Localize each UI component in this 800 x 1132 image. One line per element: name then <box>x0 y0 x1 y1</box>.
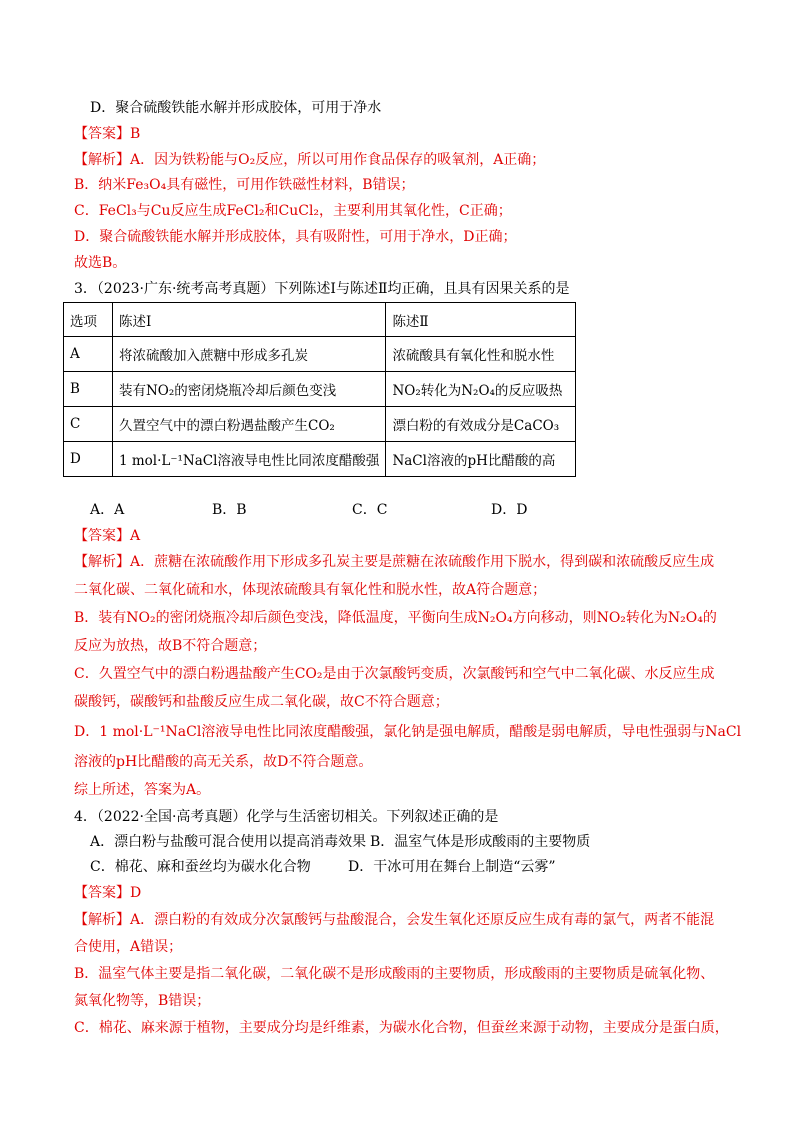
q4-explain-line-4: 氮氧化物等，B错误； <box>74 993 211 1009</box>
q2-answer <box>74 124 140 144</box>
q3-stem: 3．（2023·广东·统考高考真题）下列陈述Ⅰ与陈述Ⅱ均正确，且具有因果关系的是 <box>74 281 570 297</box>
q4-option-c: C．棉花、麻和蚕丝均为碳水化合物 <box>90 859 311 875</box>
explain-text: A．漂白粉的有效成分次氯酸钙与盐酸混合，会发生氧化还原反应生成有毒的氯气，两者不能混 <box>130 912 715 928</box>
explain-text: A．蔗糖在浓硫酸作用下形成多孔炭主要是蔗糖在浓硫酸作用下脱水，得到碳和浓硫酸反应生成 <box>130 554 715 570</box>
q3-explain-line-3: B．装有NO₂的密闭烧瓶冷却后颜色变浅，降低温度，平衡向生成N₂O₄方向移动，则NO₂转化为N₂O₄的 <box>74 610 717 626</box>
q3-explain-line-4: 反应为放热，故B不符合题意； <box>74 638 267 654</box>
table-cell: 浓硫酸具有氧化性和脱水性 <box>386 337 576 372</box>
table-cell: B <box>64 372 113 407</box>
q3-explain-line-7: D．1 mol·L⁻¹NaCl溶液导电性比同浓度醋酸强，氯化钠是强电解质，醋酸是弱电解质，导电性强弱与NaCl <box>74 724 742 740</box>
q4-stem: 4．（2022·全国·高考真题）化学与生活密切相关。下列叙述正确的是 <box>74 809 499 825</box>
q4-explain-line-1 <box>74 910 714 930</box>
q3-explain-line-8: 溶液的pH比醋酸的高无关系，故D不符合题意。 <box>74 754 373 770</box>
q2-explain-line-2: B．纳米Fe₃O₄具有磁性，可用作铁磁性材料，B错误； <box>74 177 415 193</box>
q3-option-d: D．D <box>491 502 528 518</box>
q2-explain-line-5: 故选B。 <box>74 255 127 271</box>
table-cell: 漂白粉的有效成分是CaCO₃ <box>386 407 576 442</box>
table-row <box>64 407 576 442</box>
explain-tag: 【解析】 <box>74 554 130 570</box>
table-header-cell: 陈述Ⅰ <box>113 303 386 337</box>
explain-tag: 【解析】 <box>74 912 130 928</box>
q3-explain-line-1 <box>74 552 714 572</box>
q3-explain-line-9: 综上所述，答案为A。 <box>74 782 211 798</box>
q3-option-a: A．A <box>90 502 125 518</box>
q2-option-d: D．聚合硫酸铁能水解并形成胶体，可用于净水 <box>90 100 382 116</box>
q4-explain-line-2: 合使用，A错误； <box>74 939 183 955</box>
table-cell: 装有NO₂的密闭烧瓶冷却后颜色变浅 <box>113 372 386 407</box>
answer-tag: 【答案】 <box>74 885 130 901</box>
q3-option-b: B．B <box>212 502 247 518</box>
explain-text: A．因为铁粉能与O₂反应，所以可用作食品保存的吸氧剂，A正确； <box>130 152 546 168</box>
q4-option-d: D．干冰可用在舞台上制造“云雾” <box>348 859 556 875</box>
q2-explain-line-1 <box>74 150 545 170</box>
table-row <box>64 372 576 407</box>
table-cell: 将浓硫酸加入蔗糖中形成多孔炭 <box>113 337 386 372</box>
answer-tag: 【答案】 <box>74 126 130 142</box>
table-cell: A <box>64 337 113 372</box>
table-header-row <box>64 303 576 337</box>
q3-explain-line-5: C．久置空气中的漂白粉遇盐酸产生CO₂是由于次氯酸钙变质，次氯酸钙和空气中二氧化碳、水反应生成 <box>74 666 715 682</box>
table-row <box>64 337 576 372</box>
table-cell: NO₂转化为N₂O₄的反应吸热 <box>386 372 576 407</box>
q2-explain-line-3: C．FeCl₃与Cu反应生成FeCl₂和CuCl₂，主要利用其氧化性，C正确； <box>74 203 512 219</box>
q3-option-c: C．C <box>352 502 388 518</box>
q4-option-a: A．漂白粉与盐酸可混合使用以提高消毒效果 <box>90 834 367 850</box>
q3-explain-line-2: 二氧化碳、二氧化硫和水，体现浓硫酸具有氧化性和脱水性，故A符合题意； <box>74 582 547 598</box>
q4-option-b: B．温室气体是形成酸雨的主要物质 <box>370 834 591 850</box>
q2-explain-line-4: D．聚合硫酸铁能水解并形成胶体，具有吸附性，可用于净水，D正确； <box>74 229 517 245</box>
table-cell: D <box>64 442 113 477</box>
table-cell: 久置空气中的漂白粉遇盐酸产生CO₂ <box>113 407 386 442</box>
q4-explain-line-3: B．温室气体主要是指二氧化碳，二氧化碳不是形成酸雨的主要物质，形成酸雨的主要物质是硫氧化物、 <box>74 966 715 982</box>
answer-tag: 【答案】 <box>74 528 130 544</box>
table-header-cell: 陈述Ⅱ <box>386 303 576 337</box>
table-cell: NaCl溶液的pH比醋酸的高 <box>386 442 576 477</box>
table-cell: 1 mol·L⁻¹NaCl溶液导电性比同浓度醋酸强 <box>113 442 386 477</box>
explain-tag: 【解析】 <box>74 152 130 168</box>
answer-value: B <box>130 126 141 142</box>
q4-answer <box>74 883 141 903</box>
q3-answer <box>74 526 140 546</box>
q4-explain-line-5: C．棉花、麻来源于植物，主要成分均是纤维素，为碳水化合物，但蚕丝来源于动物，主要成分是蛋白质， <box>74 1020 729 1036</box>
table-cell: C <box>64 407 113 442</box>
table-row <box>64 442 576 477</box>
answer-value: D <box>130 885 142 901</box>
answer-value: A <box>130 528 141 544</box>
q3-explain-line-6: 碳酸钙，碳酸钙和盐酸反应生成二氧化碳，故C不符合题意； <box>74 694 449 710</box>
table-header-cell: 选项 <box>64 303 113 337</box>
q3-table <box>63 302 576 477</box>
